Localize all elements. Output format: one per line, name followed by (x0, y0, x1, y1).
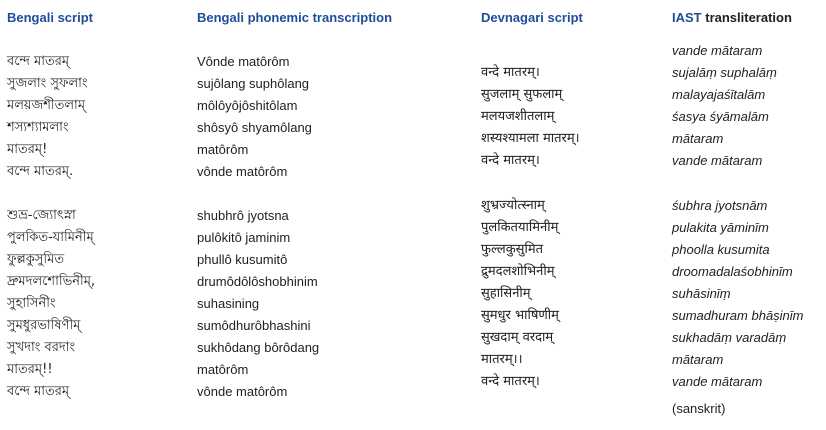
bengali-line: বন্দে মাতরম্ (7, 54, 70, 69)
bengali-line: সুজলাং সুফলাং (7, 76, 88, 91)
iast-line: suhāsinīṃ (672, 286, 731, 301)
transliteration-label: transliteration (701, 10, 792, 25)
iast-line: droomadalaśobhinīm (672, 264, 793, 279)
devnagari-line: वन्दे मातरम्। (481, 65, 540, 80)
devnagari-line: पुलकितयामिनीम् (481, 220, 559, 235)
devnagari-script-link[interactable]: Devnagari script (481, 10, 583, 25)
bengali-line: সুমধুরভাষিণীম্ (7, 318, 81, 333)
iast-line: vande mātaram (672, 153, 763, 168)
iast-line: malayajaśītalām (672, 87, 766, 102)
phonemic-line: shôsyô shyamôlang (197, 120, 312, 135)
phonemic-line: pulôkitô jaminim (197, 230, 291, 245)
phonemic-line: sukhôdang bôrôdang (197, 340, 320, 355)
phonemic-line: sumôdhurôbhashini (197, 318, 311, 333)
bengali-line: ফুল্লকুসুমিত (7, 252, 65, 267)
devnagari-line: सुजलाम् सुफलाम् (481, 87, 563, 102)
iast-link[interactable]: IAST (672, 10, 702, 25)
bengali-line: বন্দে মাতরম্ (7, 384, 70, 399)
phonemic-line: matôrôm (197, 142, 249, 157)
bengali-line: মলয়জশীতলাম্ (7, 98, 86, 113)
phonemic-line: vônde matôrôm (197, 384, 288, 399)
bengali-script-link[interactable]: Bengali script (7, 10, 93, 25)
bengali-line: বন্দে মাতরম্. (7, 164, 74, 179)
phonemic-line: Vônde matôrôm (197, 54, 290, 69)
phonemic-line: sujôlang suphôlang (197, 76, 310, 91)
devnagari-line: वन्दे मातरम्। (481, 374, 540, 389)
iast-line: mātaram (672, 352, 724, 367)
iast-line: śubhra jyotsnām (672, 198, 768, 213)
devnagari-line: शुभ्रज्योत्स्नाम् (481, 198, 545, 213)
phonemic-line: suhasining (197, 296, 260, 311)
phonemic-transcription-link[interactable]: Bengali phonemic transcription (197, 10, 393, 25)
iast-line: vande mātaram (672, 374, 763, 389)
bengali-script-header (7, 9, 93, 27)
devnagari-line: द्रुमदलशोभिनीम् (481, 264, 555, 279)
bengali-line: শুভ্র-জ্যোৎস্না (7, 208, 76, 223)
iast-line: sumadhuram bhāṣinīm (672, 308, 804, 323)
iast-line: sujalāṃ suphalāṃ (672, 65, 777, 80)
iast-line: phoolla kusumita (672, 242, 770, 257)
devnagari-line: शस्यश्यामला मातरम्। (481, 131, 580, 146)
devnagari-line: सुहासिनीम् (481, 286, 531, 301)
phonemic-line: matôrôm (197, 362, 249, 377)
iast-line: mātaram (672, 131, 724, 146)
phonemic-line: shubhrô jyotsna (197, 208, 289, 223)
devnagari-line: वन्दे मातरम्। (481, 153, 540, 168)
phonemic-line: vônde matôrôm (197, 164, 288, 179)
devnagari-line: मलयजशीतलाम् (481, 109, 555, 124)
bengali-line: মাতরম্! (7, 142, 48, 157)
phonemic-transcription-header (197, 9, 392, 27)
phonemic-line: drumôdôlôshobhinim (197, 274, 318, 289)
devnagari-line: मातरम्।। (481, 352, 523, 367)
bengali-line: সুহাসিনীং (7, 296, 56, 311)
iast-line: sukhadāṃ varadāṃ (672, 330, 787, 345)
iast-line: pulakita yāminīm (672, 220, 769, 235)
bengali-line: দ্রুমদলশোভিনীম্, (7, 274, 96, 289)
devnagari-line: सुमधुर भाषिणीम् (481, 308, 559, 323)
phonemic-line: môlôyôjôshitôlam (197, 98, 298, 113)
bengali-line: পুলকিত-যামিনীম্ (7, 230, 94, 245)
bengali-line: সুখদাং বরদাং (7, 340, 76, 355)
devnagari-line: सुखदाम् वरदाम् (481, 330, 554, 345)
iast-transliteration-header (672, 9, 792, 27)
bengali-line: শস্যশ্যামলাং (7, 120, 69, 135)
bengali-line: মাতরম্!! (7, 362, 53, 377)
sanskrit-note: (sanskrit) (672, 401, 726, 416)
devnagari-line: फुल्लकुसुमित (481, 242, 544, 257)
phonemic-line: phullô kusumitô (197, 252, 288, 267)
iast-line: vande mātaram (672, 43, 763, 58)
iast-line: śasya śyāmalām (672, 109, 769, 124)
devnagari-script-header (481, 9, 583, 27)
